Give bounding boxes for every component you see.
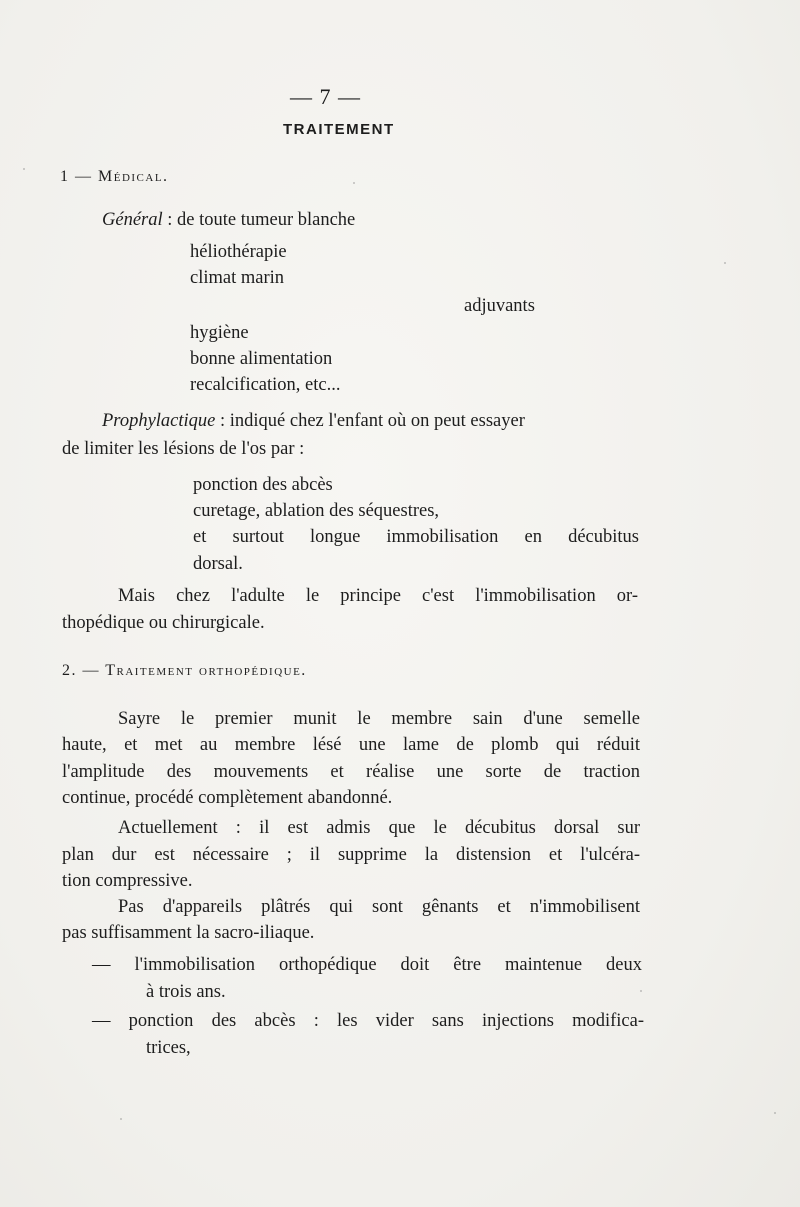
- general-item: héliothérapie: [190, 242, 287, 262]
- prophylactic-item-text: et surtout longue immobilisation en décubitus: [193, 527, 639, 547]
- section-title-orthopedic: 2. — Traitement orthopédique.: [62, 662, 307, 679]
- para3-line: pas suffisamment la sacro-iliaque.: [62, 923, 315, 943]
- general-item: recalcification, etc...: [190, 375, 341, 395]
- general-item: hygiène: [190, 323, 249, 343]
- general-item: climat marin: [190, 268, 285, 288]
- adjuvants-label: adjuvants: [464, 296, 535, 316]
- adult-line-1: [118, 586, 638, 607]
- adult-line-1-text: Mais chez l'adulte le principe c'est l'immobilisation or-: [118, 586, 638, 606]
- prophylactic-text: : indiqué chez l'enfant où on peut essayer: [215, 411, 525, 431]
- para1-line: [62, 735, 640, 756]
- para2-line: [118, 818, 640, 839]
- prophylactic-item: [193, 527, 639, 548]
- page-number: — 7 —: [290, 84, 361, 109]
- para1-line: continue, procédé complètement abandonné.: [62, 788, 393, 808]
- scan-speck: [774, 1112, 776, 1114]
- para3-line: [118, 897, 640, 918]
- scan-speck: [353, 182, 355, 184]
- adult-line-2: thopédique ou chirurgicale.: [62, 613, 265, 633]
- dash-line: [92, 1011, 644, 1032]
- dash-line: [92, 955, 642, 976]
- scan-speck: [724, 262, 726, 264]
- para2-line-text: plan dur est nécessaire ; il supprime la distension et l'ulcéra-: [62, 845, 640, 865]
- para1-line: [118, 709, 640, 730]
- scan-speck: [640, 990, 642, 992]
- para1-line-text: l'amplitude des mouvements et réalise une sorte de traction: [62, 762, 640, 782]
- general-label: Général: [102, 210, 163, 230]
- general-item: bonne alimentation: [190, 349, 333, 369]
- dash-line-text: — ponction des abcès : les vider sans injections modifica-: [92, 1011, 644, 1031]
- general-text: : de toute tumeur blanche: [162, 210, 356, 230]
- dash-line: à trois ans.: [146, 982, 226, 1002]
- para1-line-text: haute, et met au membre lésé une lame de plomb qui réduit: [62, 735, 640, 755]
- para2-line-text: Actuellement : il est admis que le décubitus dorsal sur: [118, 818, 640, 838]
- prophylactic-item: curetage, ablation des séquestres,: [193, 501, 440, 521]
- para1-line: [62, 762, 640, 783]
- general-line: [102, 210, 355, 231]
- page-heading: TRAITEMENT: [283, 121, 395, 138]
- prophylactic-item: dorsal.: [193, 554, 243, 574]
- para3-line-text: Pas d'appareils plâtrés qui sont gênants et n'immobilisent: [118, 897, 640, 917]
- prophylactic-line: [102, 411, 525, 432]
- para2-line: [62, 845, 640, 866]
- prophylactic-line-2: de limiter les lésions de l'os par :: [62, 439, 305, 459]
- scan-speck: [120, 1118, 122, 1120]
- prophylactic-label: Prophylactique: [102, 411, 216, 431]
- scan-speck: [23, 168, 25, 170]
- para1-line-text: Sayre le premier munit le membre sain d'une semelle: [118, 709, 640, 729]
- prophylactic-item: ponction des abcès: [193, 475, 333, 495]
- dash-line-text: — l'immobilisation orthopédique doit être maintenue deux: [92, 955, 642, 975]
- section-title-medical: 1 — Médical.: [60, 168, 169, 185]
- dash-line: trices,: [146, 1038, 191, 1058]
- para2-line: tion compressive.: [62, 871, 193, 891]
